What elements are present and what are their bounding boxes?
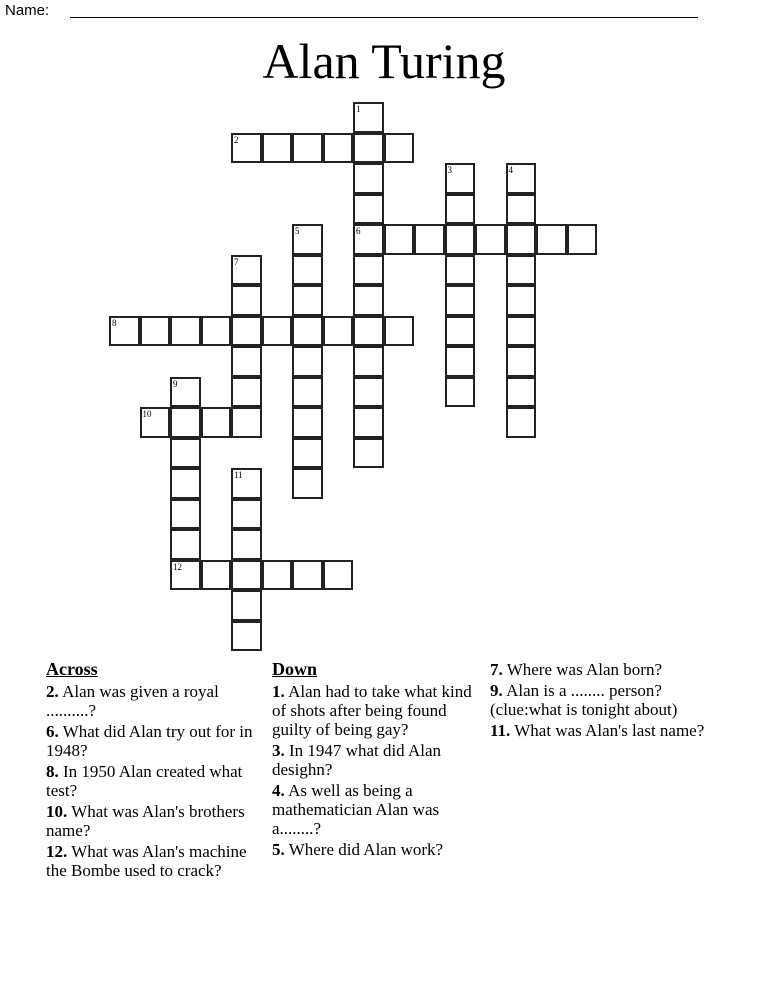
cell-number: 4 — [508, 165, 513, 175]
grid-cell[interactable] — [292, 285, 323, 316]
grid-cell[interactable] — [292, 346, 323, 377]
clue-item — [490, 681, 720, 719]
grid-cell[interactable] — [506, 316, 537, 347]
grid-cell[interactable] — [445, 163, 476, 194]
grid-cell[interactable] — [231, 133, 262, 164]
cell-number: 1 — [356, 104, 361, 114]
cell-number: 7 — [234, 256, 239, 267]
cell-number: 2 — [234, 134, 239, 145]
name-label: Name: — [5, 2, 50, 19]
grid-cell[interactable] — [445, 316, 476, 347]
grid-cell[interactable] — [445, 346, 476, 377]
grid-cell[interactable] — [353, 438, 384, 469]
grid-cell[interactable] — [292, 438, 323, 469]
clue-item — [46, 722, 256, 760]
clue-item — [272, 741, 487, 779]
clue-number: 9. — [490, 681, 503, 700]
grid-cell[interactable] — [292, 377, 323, 408]
grid-cell[interactable] — [506, 377, 537, 408]
down-heading: Down — [272, 659, 318, 679]
clue-item — [46, 682, 256, 720]
grid-cell[interactable] — [262, 560, 293, 591]
grid-cell[interactable] — [353, 285, 384, 316]
grid-cell[interactable] — [292, 407, 323, 438]
grid-cell[interactable] — [353, 194, 384, 225]
grid-cell[interactable] — [292, 255, 323, 286]
grid-cell[interactable] — [384, 224, 415, 255]
grid-cell[interactable] — [475, 224, 506, 255]
grid-cell[interactable] — [170, 468, 201, 499]
clue-number: 6. — [46, 722, 59, 741]
grid-cell[interactable] — [323, 560, 354, 591]
grid-cell[interactable] — [506, 255, 537, 286]
clue-number: 7. — [490, 660, 503, 679]
grid-cell[interactable] — [292, 224, 323, 255]
grid-cell[interactable] — [170, 438, 201, 469]
clue-number: 4. — [272, 781, 285, 800]
grid-cell[interactable] — [506, 224, 537, 255]
grid-cell[interactable] — [231, 499, 262, 530]
clue-number: 5. — [272, 840, 285, 859]
clue-number: 2. — [46, 682, 59, 701]
clue-text: Where was Alan born? — [506, 660, 663, 679]
grid-cell[interactable] — [262, 316, 293, 347]
across-clues — [46, 660, 256, 882]
grid-cell[interactable] — [231, 529, 262, 560]
clue-text: Alan is a ........ person? (clue:what is tonight about) — [490, 681, 678, 719]
grid-cell[interactable] — [445, 377, 476, 408]
cell-number: 12 — [173, 561, 182, 572]
clue-item — [46, 802, 256, 840]
grid-cell[interactable] — [231, 560, 262, 591]
grid-cell[interactable] — [231, 255, 262, 286]
grid-cell[interactable] — [445, 285, 476, 316]
cell-number: 5 — [295, 226, 300, 236]
grid-cell[interactable] — [384, 133, 415, 164]
grid-cell[interactable] — [231, 407, 262, 438]
grid-cell[interactable] — [231, 468, 262, 499]
grid-cell[interactable] — [536, 224, 567, 255]
clue-number: 11. — [490, 721, 511, 740]
grid-cell[interactable] — [506, 285, 537, 316]
clue-item — [490, 660, 720, 679]
grid-cell[interactable] — [445, 255, 476, 286]
down-clues — [272, 660, 487, 861]
clue-item — [272, 682, 487, 739]
grid-cell[interactable] — [201, 407, 232, 438]
grid-cell[interactable] — [109, 316, 140, 347]
grid-cell[interactable] — [170, 316, 201, 347]
cell-number: 6 — [356, 226, 361, 236]
grid-cell[interactable] — [414, 224, 445, 255]
clue-text: As well as being a mathematician Alan was a........? — [272, 781, 440, 838]
clue-text: Where did Alan work? — [288, 840, 444, 859]
grid-cell[interactable] — [292, 560, 323, 591]
grid-cell[interactable] — [231, 621, 262, 652]
cell-number: 8 — [112, 317, 117, 328]
clue-item — [46, 842, 256, 880]
clue-text: Alan had to take what kind of shots after being found guilty of being gay? — [272, 682, 472, 739]
clue-number: 12. — [46, 842, 68, 861]
grid-cell[interactable] — [353, 163, 384, 194]
cell-number: 10 — [142, 409, 152, 419]
grid-cell[interactable] — [231, 377, 262, 408]
grid-cell[interactable] — [506, 194, 537, 225]
cell-number: 11 — [234, 470, 243, 480]
clue-item — [272, 840, 487, 859]
clue-number: 10. — [46, 802, 68, 821]
clue-item — [490, 721, 720, 740]
clue-number: 1. — [272, 682, 285, 701]
clue-text: What was Alan's last name? — [514, 721, 705, 740]
grid-cell[interactable] — [353, 377, 384, 408]
across-heading: Across — [46, 659, 98, 679]
clue-item — [272, 781, 487, 838]
grid-cell[interactable] — [170, 499, 201, 530]
clue-text: Alan was given a royal ..........? — [46, 682, 219, 720]
grid-cell[interactable] — [353, 346, 384, 377]
down-clues-continued — [490, 660, 720, 742]
grid-cell[interactable] — [384, 316, 415, 347]
name-field[interactable] — [70, 17, 698, 18]
grid-cell[interactable] — [292, 468, 323, 499]
grid-cell[interactable] — [506, 163, 537, 194]
cell-number: 9 — [173, 378, 178, 389]
page-title: Alan Turing — [262, 33, 506, 89]
grid-cell[interactable] — [353, 316, 384, 347]
grid-cell[interactable] — [292, 133, 323, 164]
grid-cell[interactable] — [231, 316, 262, 347]
grid-cell[interactable] — [323, 316, 354, 347]
grid-cell[interactable] — [170, 407, 201, 438]
grid-cell[interactable] — [353, 407, 384, 438]
grid-cell[interactable] — [353, 224, 384, 255]
grid-cell[interactable] — [445, 224, 476, 255]
clue-item — [46, 762, 256, 800]
grid-cell[interactable] — [231, 346, 262, 377]
clue-number: 3. — [272, 741, 285, 760]
grid-cell[interactable] — [231, 590, 262, 621]
grid-cell[interactable] — [170, 377, 201, 408]
grid-cell[interactable] — [140, 407, 171, 438]
grid-cell[interactable] — [201, 316, 232, 347]
clue-text: What did Alan try out for in 1948? — [46, 722, 253, 760]
clue-text: What was Alan's brothers name? — [46, 802, 245, 840]
grid-cell[interactable] — [506, 407, 537, 438]
grid-cell[interactable] — [262, 133, 293, 164]
cell-number: 3 — [447, 165, 452, 175]
grid-cell[interactable] — [353, 102, 384, 133]
grid-cell[interactable] — [567, 224, 598, 255]
grid-cell[interactable] — [323, 133, 354, 164]
grid-cell[interactable] — [353, 255, 384, 286]
grid-cell[interactable] — [140, 316, 171, 347]
grid-cell[interactable] — [506, 346, 537, 377]
grid-cell[interactable] — [170, 529, 201, 560]
clue-text: In 1950 Alan created what test? — [46, 762, 243, 800]
grid-cell[interactable] — [292, 316, 323, 347]
grid-cell[interactable] — [353, 133, 384, 164]
clue-number: 8. — [46, 762, 59, 781]
grid-cell[interactable] — [170, 560, 201, 591]
clue-text: What was Alan's machine the Bombe used to crack? — [46, 842, 247, 880]
grid-cell[interactable] — [445, 194, 476, 225]
grid-cell[interactable] — [231, 285, 262, 316]
clue-text: In 1947 what did Alan desighn? — [272, 741, 442, 779]
grid-cell[interactable] — [201, 560, 232, 591]
